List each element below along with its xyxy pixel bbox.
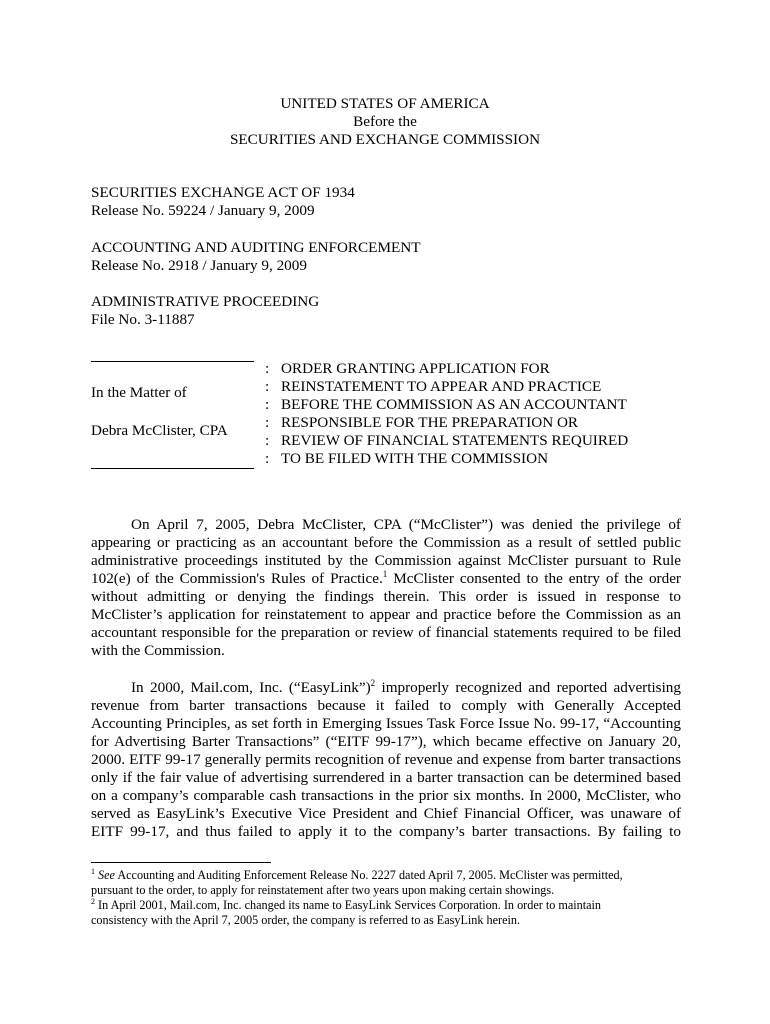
in-the-matter-of: In the Matter of (91, 384, 187, 401)
paragraph-line: Accounting Principles, as set forth in Emerging Issues Task Force Issue No. 99-17, “Accounting (91, 715, 681, 732)
paragraph-1 (91, 516, 681, 660)
release-detail: Release No. 2918 / January 9, 2009 (91, 257, 307, 274)
caption-top-rule (91, 361, 254, 362)
case-caption-party (91, 358, 261, 472)
paragraph-line: McClister’s application for reinstatement to appear and practice before the Commission as an (91, 606, 681, 623)
release-title: ADMINISTRATIVE PROCEEDING (91, 293, 320, 310)
paragraph-line: served as EasyLink’s Executive Vice President and Chief Financial Officer, was unaware of (91, 805, 681, 822)
paragraph-line: for Advertising Barter Transactions” (“EITF 99-17”), which became effective on January 20, (91, 733, 681, 750)
order-title-line: : ORDER GRANTING APPLICATION FOR (265, 360, 550, 377)
release-detail: Release No. 59224 / January 9, 2009 (91, 202, 315, 219)
paragraph-line: 102(e) of the Commission's Rules of Practice.$^1$ McClister consented to the entry of the order (91, 570, 681, 587)
paragraph-line: administrative proceedings instituted by the Commission against McClister pursuant to Rule (91, 552, 681, 569)
caption-bottom-rule (91, 468, 254, 469)
paragraph-line: 2000. EITF 99-17 generally permits recognition of revenue and expense from barter transactions (91, 751, 681, 768)
paragraph-line: revenue from barter transactions because it failed to comply with Generally Accepted (91, 697, 681, 714)
footnote-ref-1: 1 (382, 570, 388, 579)
order-title-line: : TO BE FILED WITH THE COMMISSION (265, 450, 549, 467)
release-block-enforcement (91, 239, 691, 275)
order-title-line: : BEFORE THE COMMISSION AS AN ACCOUNTANT (265, 396, 627, 413)
order-title (265, 360, 685, 468)
paragraph-line: accountant responsible for the preparation or review of financial statements required to be filed (91, 624, 681, 641)
paragraph-line: only if the fair value of advertising surrendered in a barter transaction can be determined based (91, 769, 681, 786)
order-title-line: : REINSTATEMENT TO APPEAR AND PRACTICE (265, 378, 602, 395)
release-title: SECURITIES EXCHANGE ACT OF 1934 (91, 184, 355, 201)
release-block-exchange-act (91, 184, 691, 220)
footnote-ref-2: 2 (370, 679, 376, 688)
release-title: ACCOUNTING AND AUDITING ENFORCEMENT (91, 239, 421, 256)
order-title-line: : REVIEW OF FINANCIAL STATEMENTS REQUIRED (265, 432, 629, 449)
footnote-1-continued: pursuant to the order, to apply for reinstatement after two years upon making certain showings. (91, 883, 555, 897)
footnote-2-continued: consistency with the April 7, 2005 order, the company is referred to as EasyLink herein. (91, 913, 521, 927)
header-country: UNITED STATES OF AMERICA (280, 95, 490, 112)
order-title-line: : RESPONSIBLE FOR THE PREPARATION OR (265, 414, 579, 431)
paragraph-2 (91, 679, 681, 841)
paragraph-line: EITF 99-17, and thus failed to apply it to the company’s barter transactions. By failing to (91, 823, 681, 840)
paragraph-line: appearing or practicing as an accountant before the Commission as a result of settled public (91, 534, 681, 551)
footnote-1: $^1$ See Accounting and Auditing Enforcement Release No. 2227 dated April 7, 2005. McClister was permitted, (91, 868, 623, 882)
paragraph-line: without admitting or denying the findings therein. This order is issued in response to (91, 588, 681, 605)
document-header (0, 95, 770, 149)
footnote-2: $^2$ In April 2001, Mail.com, Inc. changed its name to EasyLink Services Corporation. In order to maintain (91, 898, 602, 912)
paragraph-line: In 2000, Mail.com, Inc. (“EasyLink”)$^2$ improperly recognized and reported advertising (131, 679, 681, 696)
release-block-proceeding (91, 293, 691, 329)
header-before: Before the (353, 113, 417, 130)
footnotes (91, 868, 671, 928)
header-commission: SECURITIES AND EXCHANGE COMMISSION (229, 131, 541, 148)
paragraph-line: On April 7, 2005, Debra McClister, CPA (“McClister”) was denied the privilege of (131, 516, 681, 533)
release-detail: File No. 3-11887 (91, 311, 195, 328)
paragraph-line: on a company’s comparable cash transactions in the prior six months. In 2000, McClister, who (91, 787, 681, 804)
footnote-divider (91, 862, 271, 863)
paragraph-line: with the Commission. (91, 642, 225, 659)
respondent-name: Debra McClister, CPA (91, 422, 228, 439)
